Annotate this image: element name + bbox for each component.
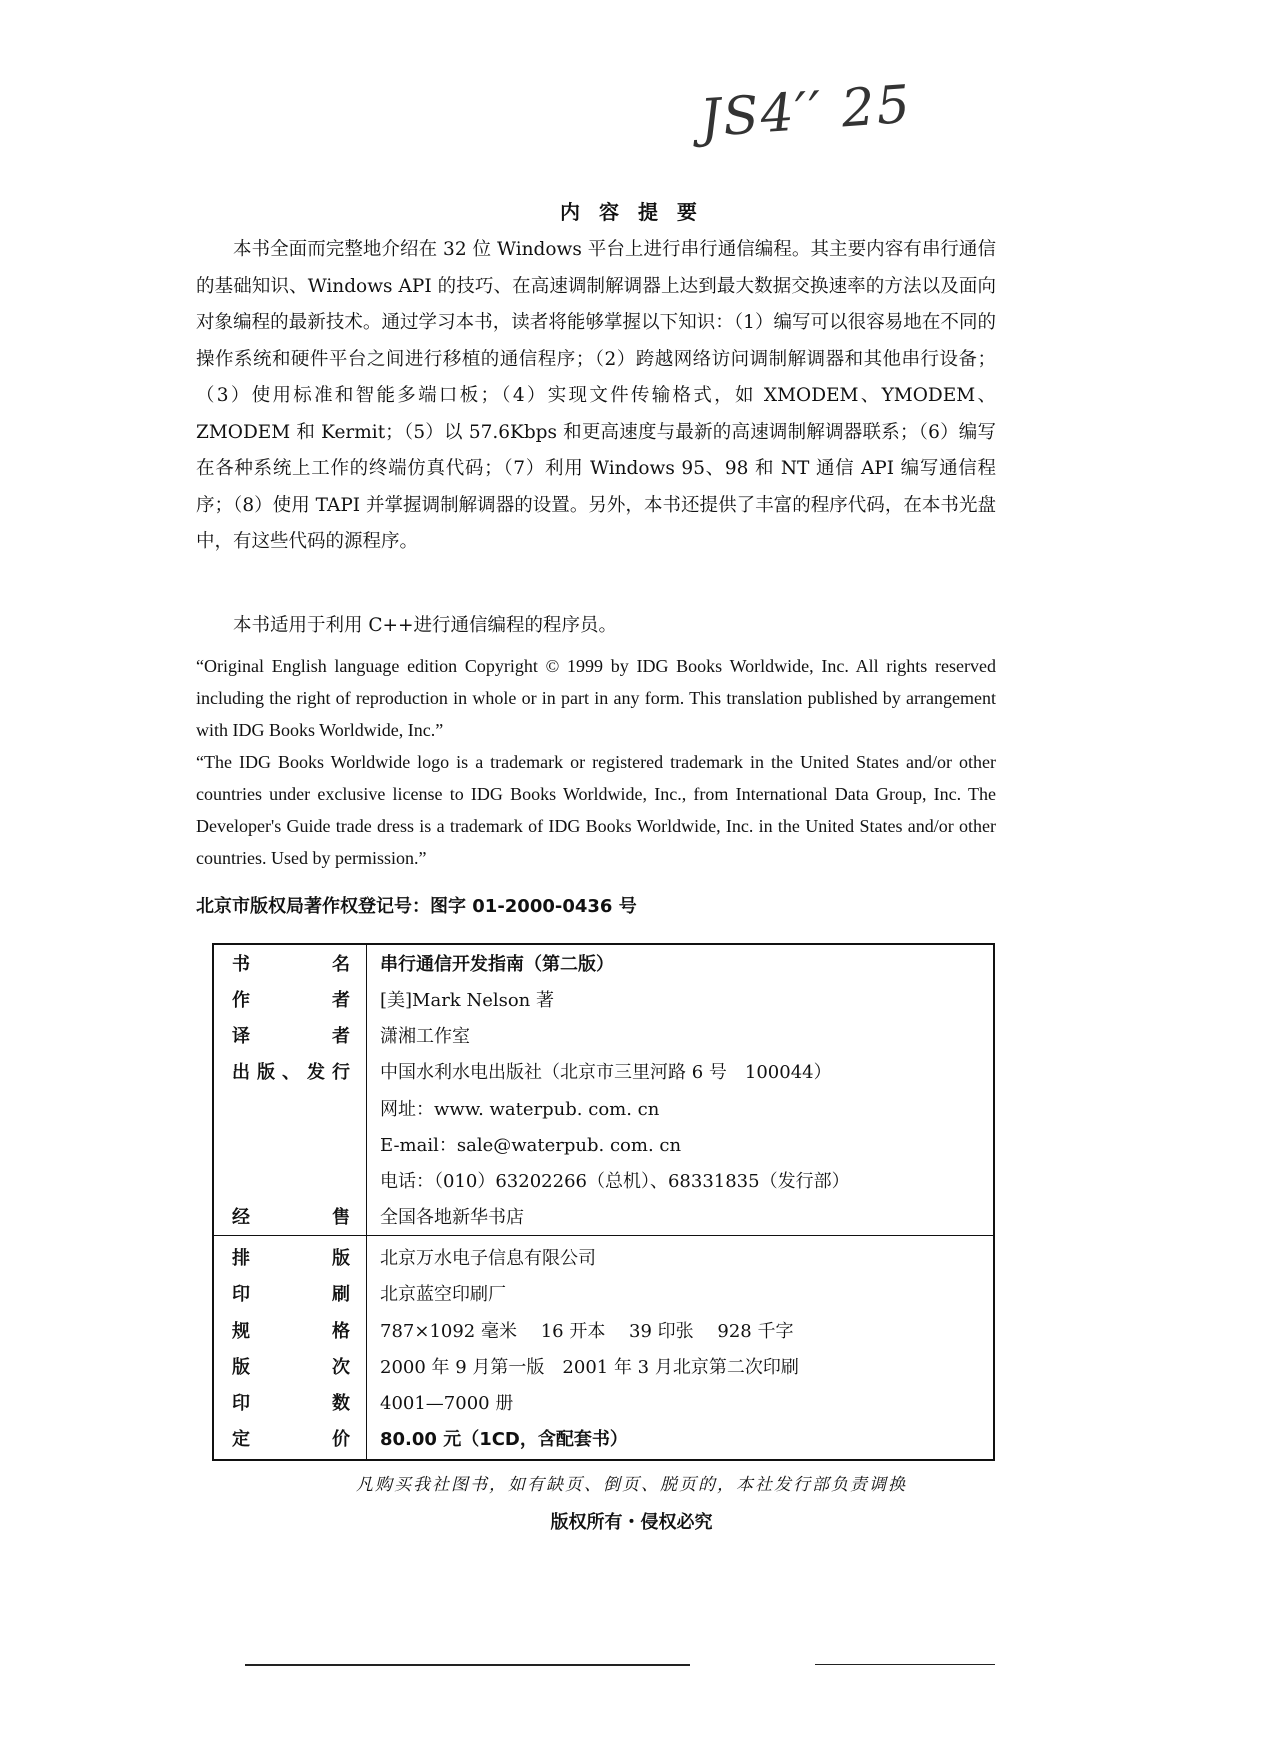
book-info-table (212, 943, 995, 1461)
book-info-row (214, 1386, 993, 1422)
label-char: 版 (257, 1062, 275, 1083)
book-info-label (232, 1277, 350, 1313)
book-info-label (232, 1314, 350, 1350)
copyright-registration: 北京市版权局著作权登记号：图字 01-2000-0436 号 (196, 896, 637, 917)
audience-statement: 本书适用于利用 C++进行通信编程的程序员。 (233, 615, 618, 636)
label-char: 译 (232, 1026, 250, 1047)
label-char: 者 (332, 990, 350, 1011)
trademark-notice: “The IDG Books Worldwide logo is a trademark or registered trademark in the United States and/or other countries under exclusive license to IDG Books Worldwide, Inc., from International Data Group, Inc. The Developer's Guide trade dress is a trademark of IDG Books Worldwide, Inc. in the United States and/or other countries. Used by permission.” (196, 752, 996, 868)
book-info-value: 北京万水电子信息有限公司 (380, 1248, 596, 1269)
book-info-row (214, 983, 993, 1019)
label-char: 定 (232, 1429, 250, 1450)
label-char: 、 (282, 1062, 300, 1083)
label-char: 版 (332, 1248, 350, 1269)
label-char: 规 (232, 1321, 250, 1342)
book-info-label (232, 1386, 350, 1422)
label-char: 者 (332, 1026, 350, 1047)
book-info-value: E-mail：sale@waterpub. com. cn (380, 1135, 682, 1156)
book-info-value: 串行通信开发指南（第二版） (380, 954, 614, 975)
label-char: 书 (232, 954, 250, 975)
copyright-notices (196, 650, 996, 874)
book-info-label (232, 1019, 350, 1055)
book-info-value: 80.00 元（1CD，含配套书） (380, 1429, 628, 1450)
label-char: 版 (232, 1357, 250, 1378)
label-char: 印 (232, 1284, 250, 1305)
rights-notice: 版权所有・侵权必究 (550, 1512, 713, 1533)
label-char: 售 (332, 1207, 350, 1228)
book-info-value: 北京蓝空印刷厂 (380, 1284, 506, 1305)
book-info-row (214, 1092, 993, 1128)
handwritten-note: JS4′′ 25 (698, 74, 914, 150)
book-info-row (214, 1241, 993, 1277)
book-info-label (232, 983, 350, 1019)
label-char: 印 (232, 1393, 250, 1414)
scan-line (245, 1664, 690, 1666)
book-info-value: 全国各地新华书店 (380, 1207, 524, 1228)
summary-title: 内 容 提 要 (560, 200, 703, 224)
book-info-row (214, 1277, 993, 1313)
book-info-label (232, 1055, 350, 1091)
book-info-row (214, 1422, 993, 1458)
scan-line (815, 1664, 995, 1665)
label-char: 名 (332, 954, 350, 975)
book-info-label (232, 1200, 350, 1236)
book-info-label (232, 1350, 350, 1386)
book-info-row (214, 1019, 993, 1055)
book-info-row (214, 1128, 993, 1164)
book-info-value: 潇湘工作室 (380, 1026, 470, 1047)
book-info-value: 4001—7000 册 (380, 1393, 514, 1414)
label-char: 数 (332, 1393, 350, 1414)
book-info-row (214, 1200, 993, 1236)
book-info-label (232, 1422, 350, 1458)
label-char: 行 (332, 1062, 350, 1083)
label-char: 经 (232, 1207, 250, 1228)
book-info-row (214, 1055, 993, 1091)
copyright-notice: “Original English language edition Copyright © 1999 by IDG Books Worldwide, Inc. All rights reserved including the right of reproduction in whole or in part in any form. This translation published by arrangement with IDG Books Worldwide, Inc.” (196, 656, 996, 740)
label-char: 刷 (332, 1284, 350, 1305)
book-info-value: 2000 年 9 月第一版 2001 年 3 月北京第二次印刷 (380, 1357, 799, 1378)
book-info-row (214, 947, 993, 983)
label-char: 排 (232, 1248, 250, 1269)
label-char: 格 (332, 1321, 350, 1342)
book-info-row (214, 1314, 993, 1350)
book-info-label (232, 947, 350, 983)
book-info-label (232, 1241, 350, 1277)
book-info-value: 网址：www. waterpub. com. cn (380, 1099, 660, 1120)
book-info-value: 电话：（010）63202266（总机）、68331835（发行部） (380, 1171, 850, 1192)
book-info-value: [美]Mark Nelson 著 (380, 990, 554, 1011)
replacement-notice: 凡购买我社图书，如有缺页、倒页、脱页的，本社发行部负责调换 (356, 1475, 907, 1495)
summary-paragraph: 本书全面而完整地介绍在 32 位 Windows 平台上进行串行通信编程。其主要内容有串行通信的基础知识、Windows API 的技巧、在高速调制解调器上达到最大数据交换速率的方法以及面向对象编程的最新技术。通过学习本书，读者将能够掌握以下知识：（1）编写可以很容易地在不同的操作系统和硬件平台之间进行移植的通信程序；（2）跨越网络访问调制解调器和其他串行设备；（3）使用标准和智能多端口板；（4）实现文件传输格式，如 XMODEM、YMODEM、ZMODEM 和 Kermit；（5）以 57.6Kbps 和更高速度与最新的高速调制解调器联系；（6）编写在各种系统上工作的终端仿真代码；（7）利用 Windows 95、98 和 NT 通信 API 编写通信程序；（8）使用 TAPI 并掌握调制解调器的设置。另外，本书还提供了丰富的程序代码，在本书光盘中，有这些代码的源程序。 (196, 239, 996, 552)
summary-section (196, 232, 996, 561)
book-info-row (214, 1350, 993, 1386)
label-char: 作 (232, 990, 250, 1011)
book-info-value: 787×1092 毫米 16 开本 39 印张 928 千字 (380, 1321, 794, 1342)
book-info-value: 中国水利水电出版社（北京市三里河路 6 号 100044） (380, 1062, 832, 1083)
label-char: 出 (232, 1062, 250, 1083)
book-info-row (214, 1164, 993, 1200)
label-char: 次 (332, 1357, 350, 1378)
label-char: 价 (332, 1429, 350, 1450)
label-char: 发 (307, 1062, 325, 1083)
